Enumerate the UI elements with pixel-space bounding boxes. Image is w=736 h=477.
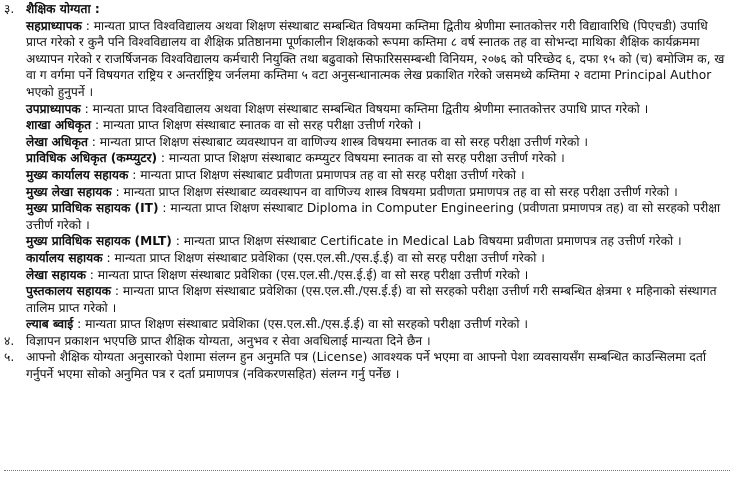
section-5: [4, 349, 730, 382]
post-requirement: मान्यता प्राप्त शिक्षण संस्थाबाट प्रवेशिका (एस.एल.सी./एस.ई.ई) वा सो सरह परीक्षा उत्तीर्ण गरेको ।: [97, 267, 529, 282]
section-5-number: ५.: [4, 350, 15, 365]
qualification-item: [26, 150, 730, 167]
qualification-item: [26, 101, 730, 118]
post-requirement: मान्यता प्राप्त शिक्षण संस्थाबाट व्यवस्थापन वा वाणिज्य शास्त्र विषयमा स्नातक वा सो सरह परीक्षा उत्तीर्ण गरेको ।: [99, 134, 589, 149]
post-title: मुख्य प्राविधिक सहायक (IT): [26, 201, 159, 216]
post-title: मुख्य कार्यालय सहायक: [26, 167, 129, 182]
post-title: कार्यालय सहायक: [26, 250, 103, 265]
post-separator: :: [171, 234, 184, 249]
qualification-item: [26, 184, 730, 201]
post-requirement: मान्यता प्राप्त शिक्षण संस्थाबाट प्रवेशिका (एस.एल.सी./एस.ई.ई) वा सो सरह परीक्षा उत्तीर्ण गरेको ।: [114, 250, 545, 265]
post-title: शाखा अधिकृत: [26, 118, 92, 133]
post-separator: :: [80, 101, 93, 116]
post-requirement: मान्यता प्राप्त शिक्षण संस्थाबाट Certificate in Medical Lab विषयमा प्रवीणता प्रमाणपत्र तह उत्तीर्ण गरेको ।: [183, 234, 682, 249]
post-separator: :: [102, 250, 115, 265]
post-requirement: मान्यता प्राप्त विश्वविद्यालय अथवा शिक्षण संस्थाबाट सम्बन्धित विषयमा कम्तिमा द्वितीय श्रेणीमा स्नातकोत्तर उपाधि प्राप्त गरेको ।: [92, 101, 649, 116]
post-title: प्राविधिक अधिकृत (कम्प्युटर): [26, 151, 158, 166]
qualification-list: [26, 18, 730, 333]
post-separator: :: [87, 134, 100, 149]
qualification-item: [26, 167, 730, 184]
section-4: [4, 333, 730, 350]
post-requirement: मान्यता प्राप्त शिक्षण संस्थाबाट प्रवीणता प्रमाणपत्र तह वा सो सरह परीक्षा उत्तीर्ण गरेको ।: [140, 167, 525, 182]
post-separator: :: [158, 201, 171, 216]
section-4-text: विज्ञापन प्रकाशन भएपछि प्राप्त शैक्षिक योग्यता, अनुभव र सेवा अवधिलाई मान्यता दिने छैन ।: [26, 333, 431, 348]
section-3-heading: शैक्षिक योग्यता :: [26, 2, 100, 16]
post-separator: :: [111, 184, 124, 199]
qualification-item: [26, 134, 730, 151]
section-3: [4, 1, 730, 333]
qualification-item: [26, 283, 730, 316]
post-title: सहप्राध्यापक: [26, 18, 82, 33]
post-separator: :: [91, 118, 103, 133]
post-title: पुस्तकालय सहायक: [26, 284, 111, 299]
post-title: लेखा सहायक: [26, 267, 86, 282]
post-requirement: मान्यता प्राप्त शिक्षण संस्थाबाट प्रवेशिका (एस.एल.सी./एस.ई.ई) वा सो सरहको परीक्षा उत्तीर्ण गरेको ।: [85, 317, 529, 332]
cut-off-next-line: [4, 470, 730, 472]
post-title: मुख्य प्राविधिक सहायक (MLT): [26, 234, 172, 249]
section-5-text: आफ्नो शैक्षिक योग्यता अनुसारको पेशामा संलग्न हुन अनुमति पत्र (License) आवश्यक पर्ने भएमा वा आफ्नो पेशा व्यवसायसँग सम्बन्धित काउन्सिलमा दर्ता गर्नुपर्ने भएमा सोको अनुमित पत्र र दर्ता प्रमाणपत्र (नविकरणसहित) संलग्न गर्नु पर्नेछ ।: [26, 350, 707, 382]
post-requirement: मान्यता प्राप्त शिक्षण संस्थाबाट व्यवस्थापन वा वाणिज्य शास्त्र विषयमा प्रवीणता प्रमाणपत्र तह वा सो सरह परीक्षा उत्तीर्ण गरेको ।: [123, 184, 678, 199]
post-separator: :: [73, 317, 86, 332]
qualification-item: [26, 18, 730, 101]
post-requirement: मान्यता प्राप्त विश्वविद्यालय अथवा शिक्षण संस्थाबाट सम्बन्धित विषयमा कम्तिमा द्वितीय श्रेणीमा स्नातकोत्तर गरी विद्यावारिधि (पिएचडी) उपाधि प्राप्त गरेको र कुनै पनि विश्वविद्यालय वा शैक्षिक प्रतिष्ठानमा पूर्णकालीन शिक्षकको रूपमा कम्तिमा ८ वर्ष स्नातक तह वा सोभन्दा माथिका शैक्षिक कार्यक्रममा अध्यापन गरेको र राजर्षिजनक विश्वविद्यालय कर्मचारी नियुक्ति तथा बढुवाको सिफारिससम्बन्धी विनियम, २०७६ को परिच्छेद ६, दफा १५ को (च) बमोजिम क, ख वा ग वर्गमा पर्ने विषयगत राष्ट्रिय र अन्तर्राष्ट्रिय जर्नलमा कम्तिमा ५ वटा अनुसन्धानात्मक लेख प्रकाशित गरेको जसमध्ये कम्तिमा २ वटामा Principal Author भएको हुनुपर्ने ।: [26, 18, 725, 99]
section-3-number: ३.: [4, 2, 15, 16]
post-requirement: मान्यता प्राप्त शिक्षण संस्थाबाट स्नातक वा सो सरह परीक्षा उत्तीर्ण गरेको ।: [102, 118, 422, 133]
post-separator: :: [128, 167, 141, 182]
section-3-body: [26, 1, 730, 333]
qualification-item: [26, 233, 730, 250]
post-requirement: मान्यता प्राप्त शिक्षण संस्थाबाट कम्प्युटर विषयमा स्नातक वा सो सरह परीक्षा उत्तीर्ण गरेको ।: [168, 151, 565, 166]
section-4-number: ४.: [4, 333, 15, 348]
qualification-item: [26, 250, 730, 267]
qualification-item: [26, 267, 730, 284]
post-separator: :: [85, 267, 98, 282]
post-title: ल्याब ब्वाई: [26, 317, 74, 332]
post-separator: :: [81, 18, 94, 33]
post-title: लेखा अधिकृत: [26, 134, 88, 149]
post-requirement: मान्यता प्राप्त शिक्षण संस्थाबाट प्रवेशिका (एस.एल.सी./एस.ई.ई) वा सो सरहको परीक्षा उत्तीर्ण गरी सम्बन्धित क्षेत्रमा १ महिनाको संस्थागत तालिम प्राप्त गरेको ।: [26, 284, 717, 315]
post-title: उपप्राध्यापक: [26, 101, 81, 116]
post-separator: :: [111, 284, 123, 299]
post-separator: :: [157, 151, 169, 166]
post-requirement: मान्यता प्राप्त शिक्षण संस्थाबाट Diploma in Computer Engineering (प्रवीणता प्रमाणपत्र तह) वा सो सरहको परीक्षा उत्तीर्ण गरेको ।: [26, 201, 721, 232]
post-title: मुख्य लेखा सहायक: [26, 184, 112, 199]
qualification-item: [26, 316, 730, 333]
qualification-item: [26, 117, 730, 134]
qualification-item: [26, 200, 730, 233]
